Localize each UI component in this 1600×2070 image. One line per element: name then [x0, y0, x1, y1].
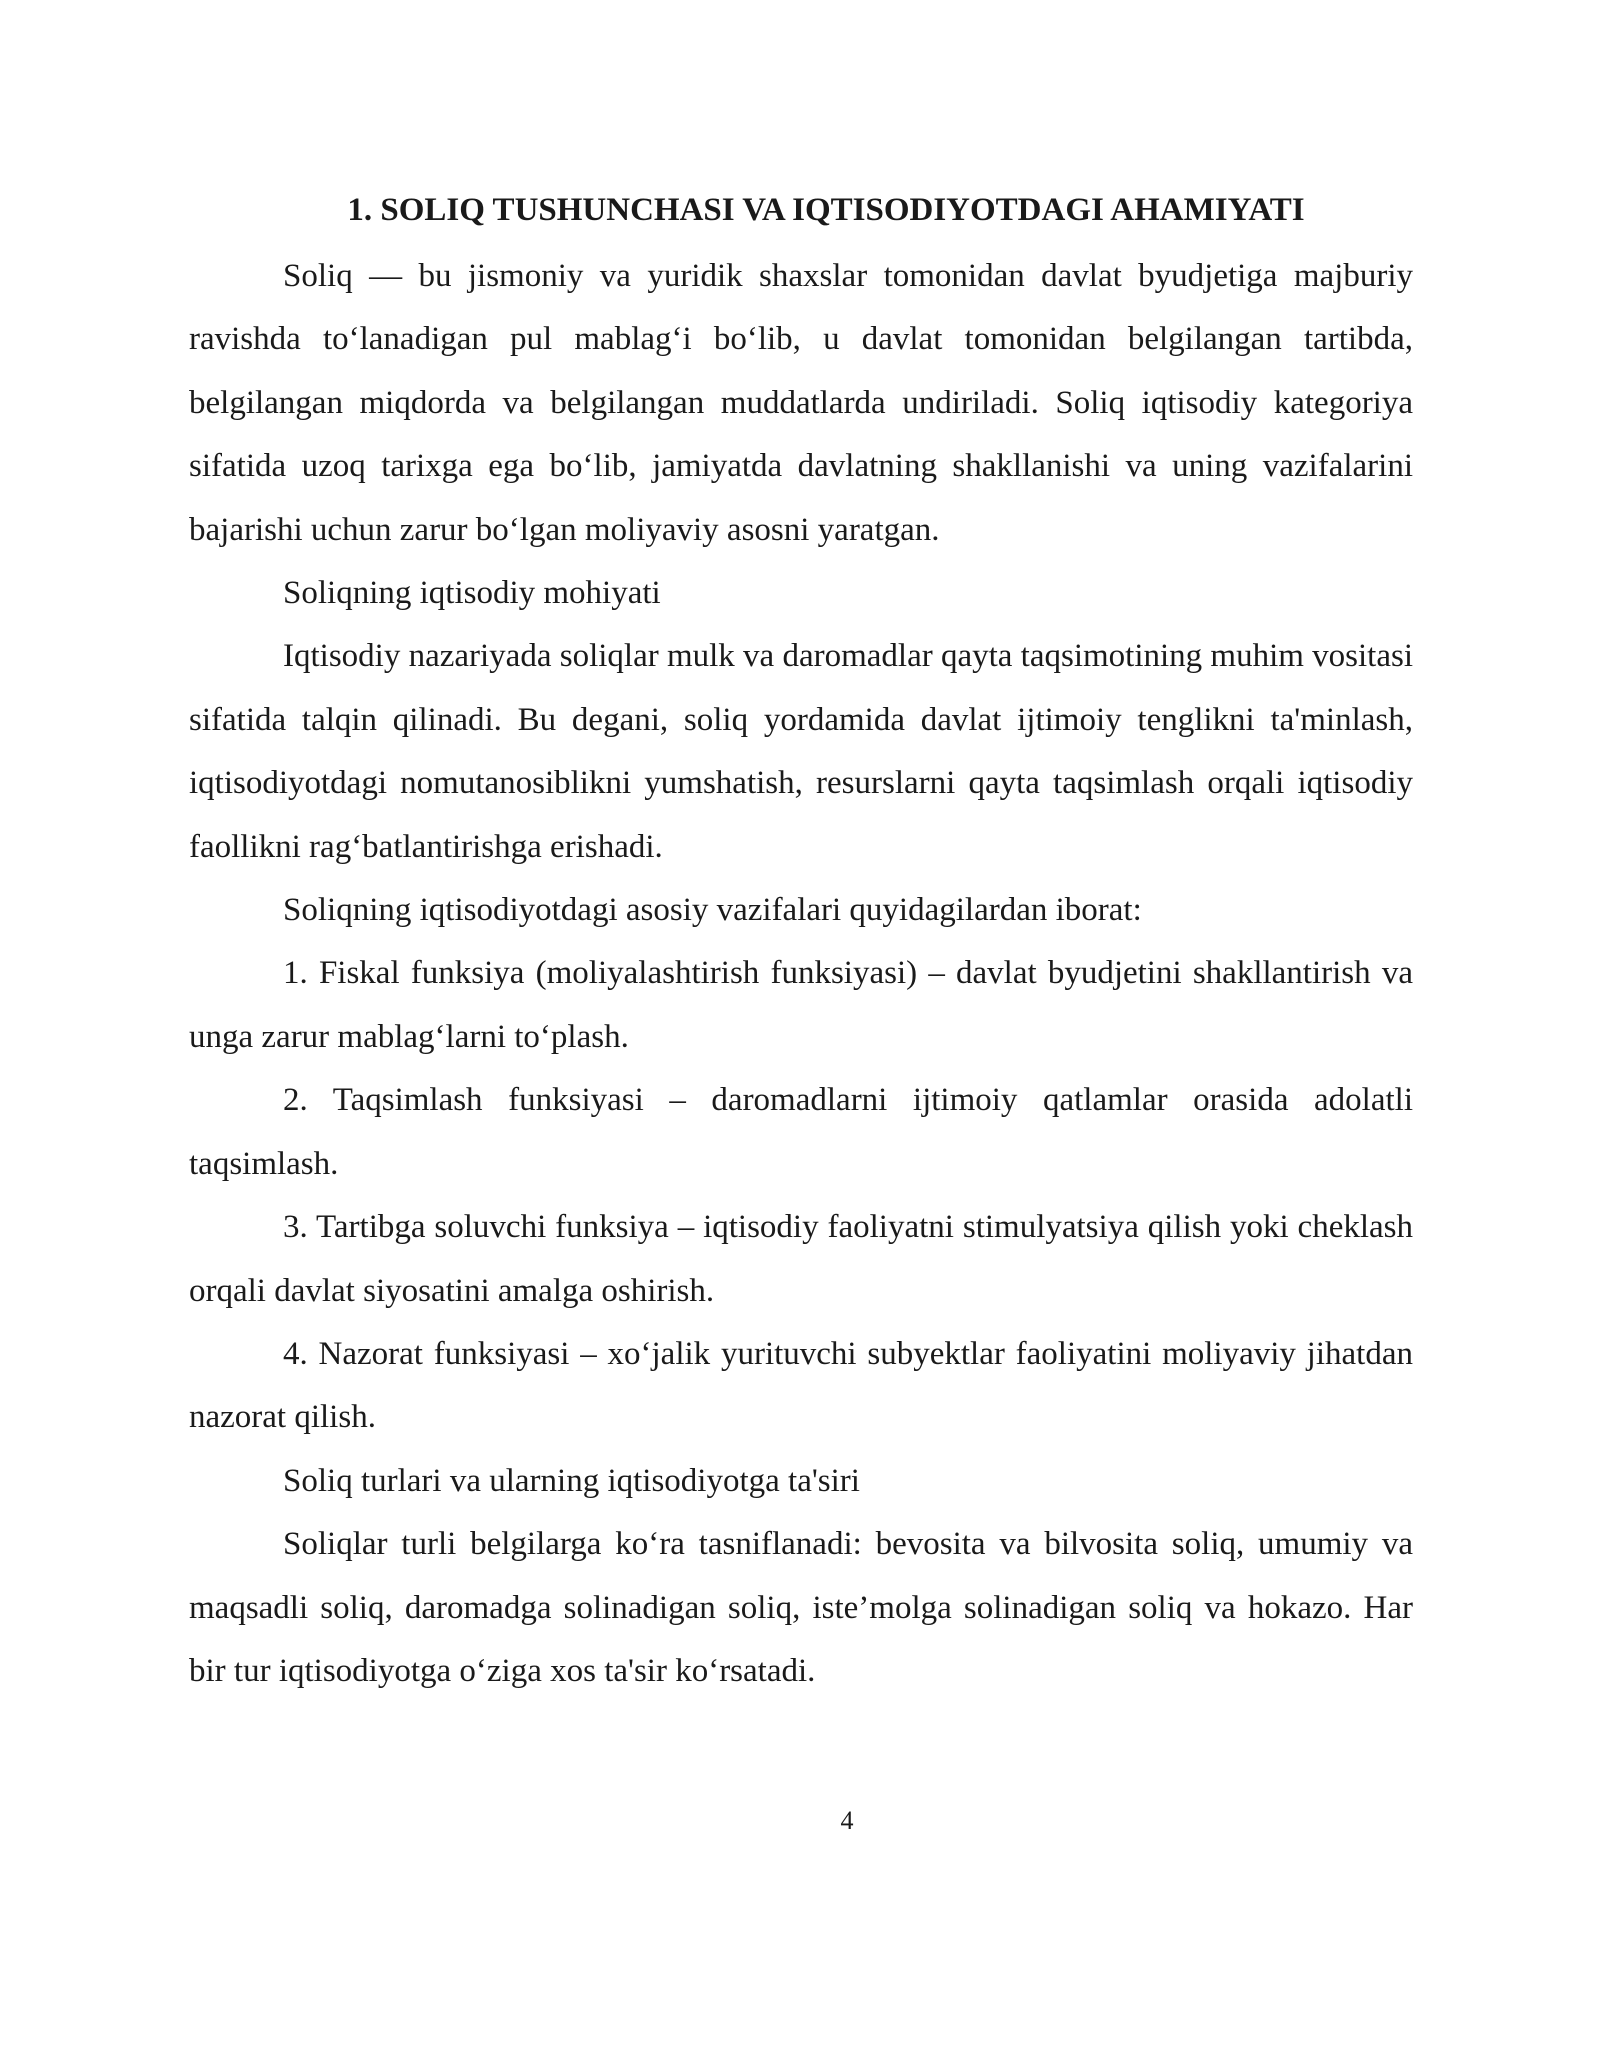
subheading-economic-essence: Soliqning iqtisodiy mohiyati: [283, 575, 661, 612]
paragraph-economic-theory: Iqtisodiy nazariyada soliqlar mulk va daromadlar qayta taqsimotining muhim vositasi sifatida talqin qilinadi. Bu degani, soliq yordamida davlat ijtimoiy tenglikni ta'minlash, iqtisodiyotdagi nomutanosiblikni yumshatish, resurslarni qayta taqsimlash orqali iqtisodiy faollikni rag‘batlantirishga erishadi.: [189, 638, 1414, 865]
list-item-control-function: 4. Nazorat funksiyasi – xo‘jalik yurituvchi subyektlar faoliyatini moliyaviy jihatdan nazorat qilish.: [189, 1335, 1413, 1436]
page-number: 4: [840, 1806, 854, 1835]
paragraph-soliq-definition: Soliq — bu jismoniy va yuridik shaxslar tomonidan davlat byudjetiga majburiy ravishda to‘lanadigan pul mablag‘i bo‘lib, u davlat tomonidan belgilangan tartibda, belgilangan miqdorda va belgilangan muddatlarda undiriladi. Soliq iqtisodiy kategoriya sifatida uzoq tarixga ega bo‘lib, jamiyatda davlatning shakllanishi va uning vazifalarini bajarishi uchun zarur bo‘lgan moliyaviy asosni yaratgan.: [189, 258, 1413, 548]
page-content: [189, 188, 1413, 1703]
list-item-fiscal-function: 1. Fiskal funksiya (moliyalashtirish funksiyasi) – davlat byudjetini shakllantirish va unga zarur mablag‘larni to‘plash.: [189, 955, 1413, 1055]
list-item-regulatory-function: 3. Tartibga soluvchi funksiya – iqtisodiy faoliyatni stimulyatsiya qilish yoki cheklash orqali davlat siyosatini amalga oshirish.: [189, 1209, 1413, 1309]
subheading-tax-types: Soliq turlari va ularning iqtisodiyotga ta'siri: [283, 1462, 860, 1499]
paragraph-functions-intro: Soliqning iqtisodiyotdagi asosiy vazifalari quyidagilardan iborat:: [283, 892, 1142, 929]
list-item-distribution-function: 2. Taqsimlash funksiyasi – daromadlarni ijtimoiy qatlamlar orasida adolatli taqsimlash.: [189, 1082, 1413, 1182]
paragraph-tax-classification: Soliqlar turli belgilarga ko‘ra tasniflanadi: bevosita va bilvosita soliq, umumiy va maqsadli soliq, daromadga solinadigan soliq, iste’molga solinadigan soliq va hokazo. Har bir tur iqtisodiyotga o‘ziga xos ta'sir ko‘rsatadi.: [189, 1526, 1413, 1689]
section-title: 1. SOLIQ TUSHUNCHASI VA IQTISODIYOTDAGI AHAMIYATI: [347, 192, 1305, 228]
